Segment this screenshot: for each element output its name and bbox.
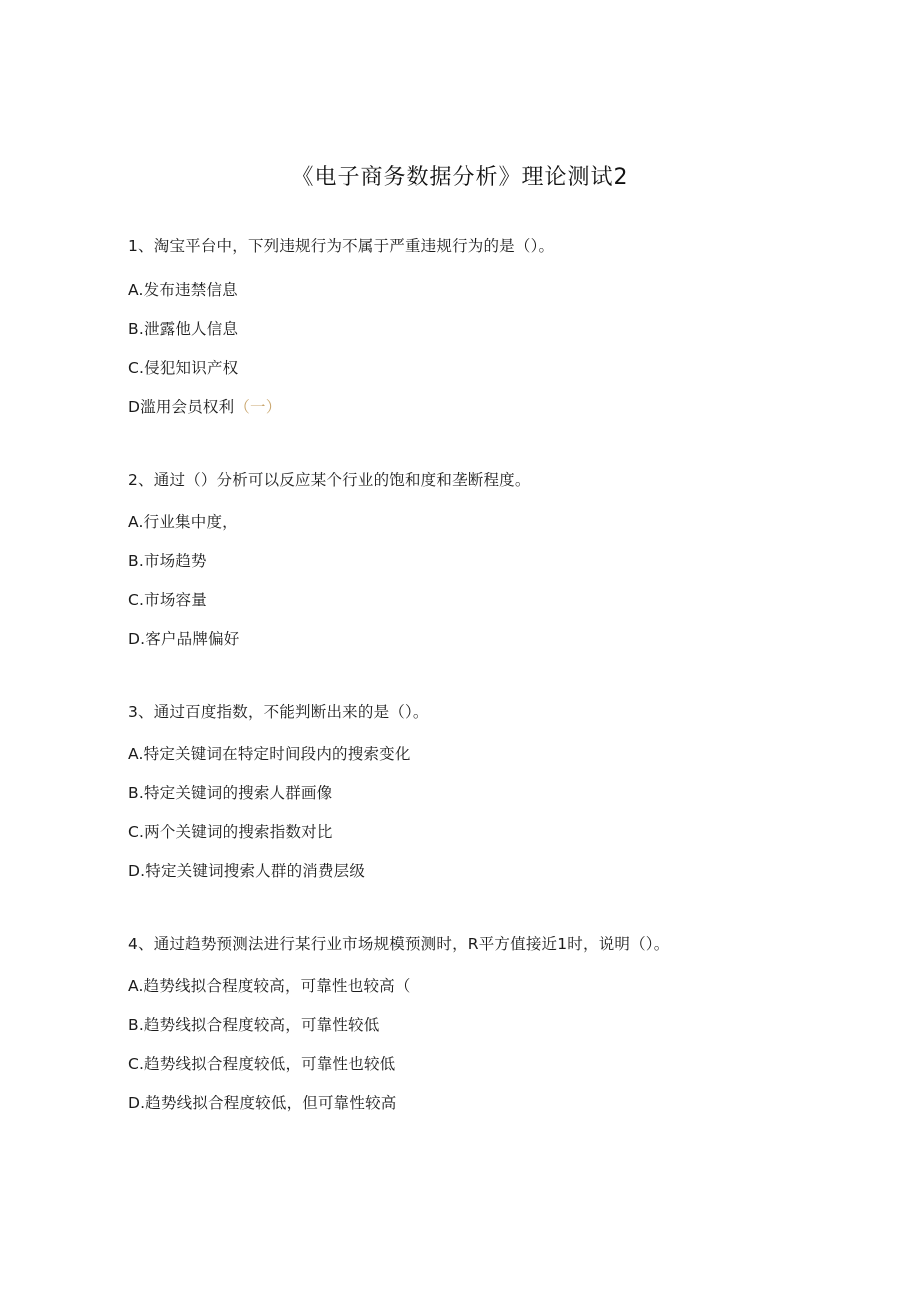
question-2-option-c: C.市场容量 xyxy=(128,591,207,609)
question-1-stem: 1、淘宝平台中，下列违规行为不属于严重违规行为的是（）。 xyxy=(128,237,555,255)
question-4-stem: 4、通过趋势预测法进行某行业市场规模预测时，R平方值接近1时，说明（）。 xyxy=(128,935,670,953)
question-1-option-d-mark: （一） xyxy=(234,398,282,416)
question-2-option-d: D.客户品牌偏好 xyxy=(128,630,240,648)
question-4-option-c: C.趋势线拟合程度较低，可靠性也较低 xyxy=(128,1055,396,1073)
page-title: 《电子商务数据分析》理论测试2 xyxy=(291,165,629,190)
question-4-option-d: D.趋势线拟合程度较低，但可靠性较高 xyxy=(128,1094,397,1112)
question-1-option-c: C.侵犯知识产权 xyxy=(128,359,239,377)
question-1-option-a: A.发布违禁信息 xyxy=(128,281,238,299)
question-1-option-d xyxy=(128,397,281,417)
question-3-option-d: D.特定关键词搜索人群的消费层级 xyxy=(128,862,366,880)
question-3-option-b: B.特定关键词的搜索人群画像 xyxy=(128,784,333,802)
question-3-option-a: A.特定关键词在特定时间段内的搜索变化 xyxy=(128,745,411,763)
question-4-option-b: B.趋势线拟合程度较高，可靠性较低 xyxy=(128,1016,380,1034)
question-2-option-a: A.行业集中度， xyxy=(128,513,238,531)
question-1-option-b: B.泄露他人信息 xyxy=(128,320,239,338)
question-1-option-d-text: D滥用会员权利 xyxy=(128,398,235,416)
question-4-option-a: A.趋势线拟合程度较高，可靠性也较高（ xyxy=(128,977,411,995)
question-3-option-c: C.两个关键词的搜索指数对比 xyxy=(128,823,333,841)
question-2-option-b: B.市场趋势 xyxy=(128,552,207,570)
question-3-stem: 3、通过百度指数，不能判断出来的是（）。 xyxy=(128,703,429,721)
question-2-stem: 2、通过（）分析可以反应某个行业的饱和度和垄断程度。 xyxy=(128,471,531,489)
